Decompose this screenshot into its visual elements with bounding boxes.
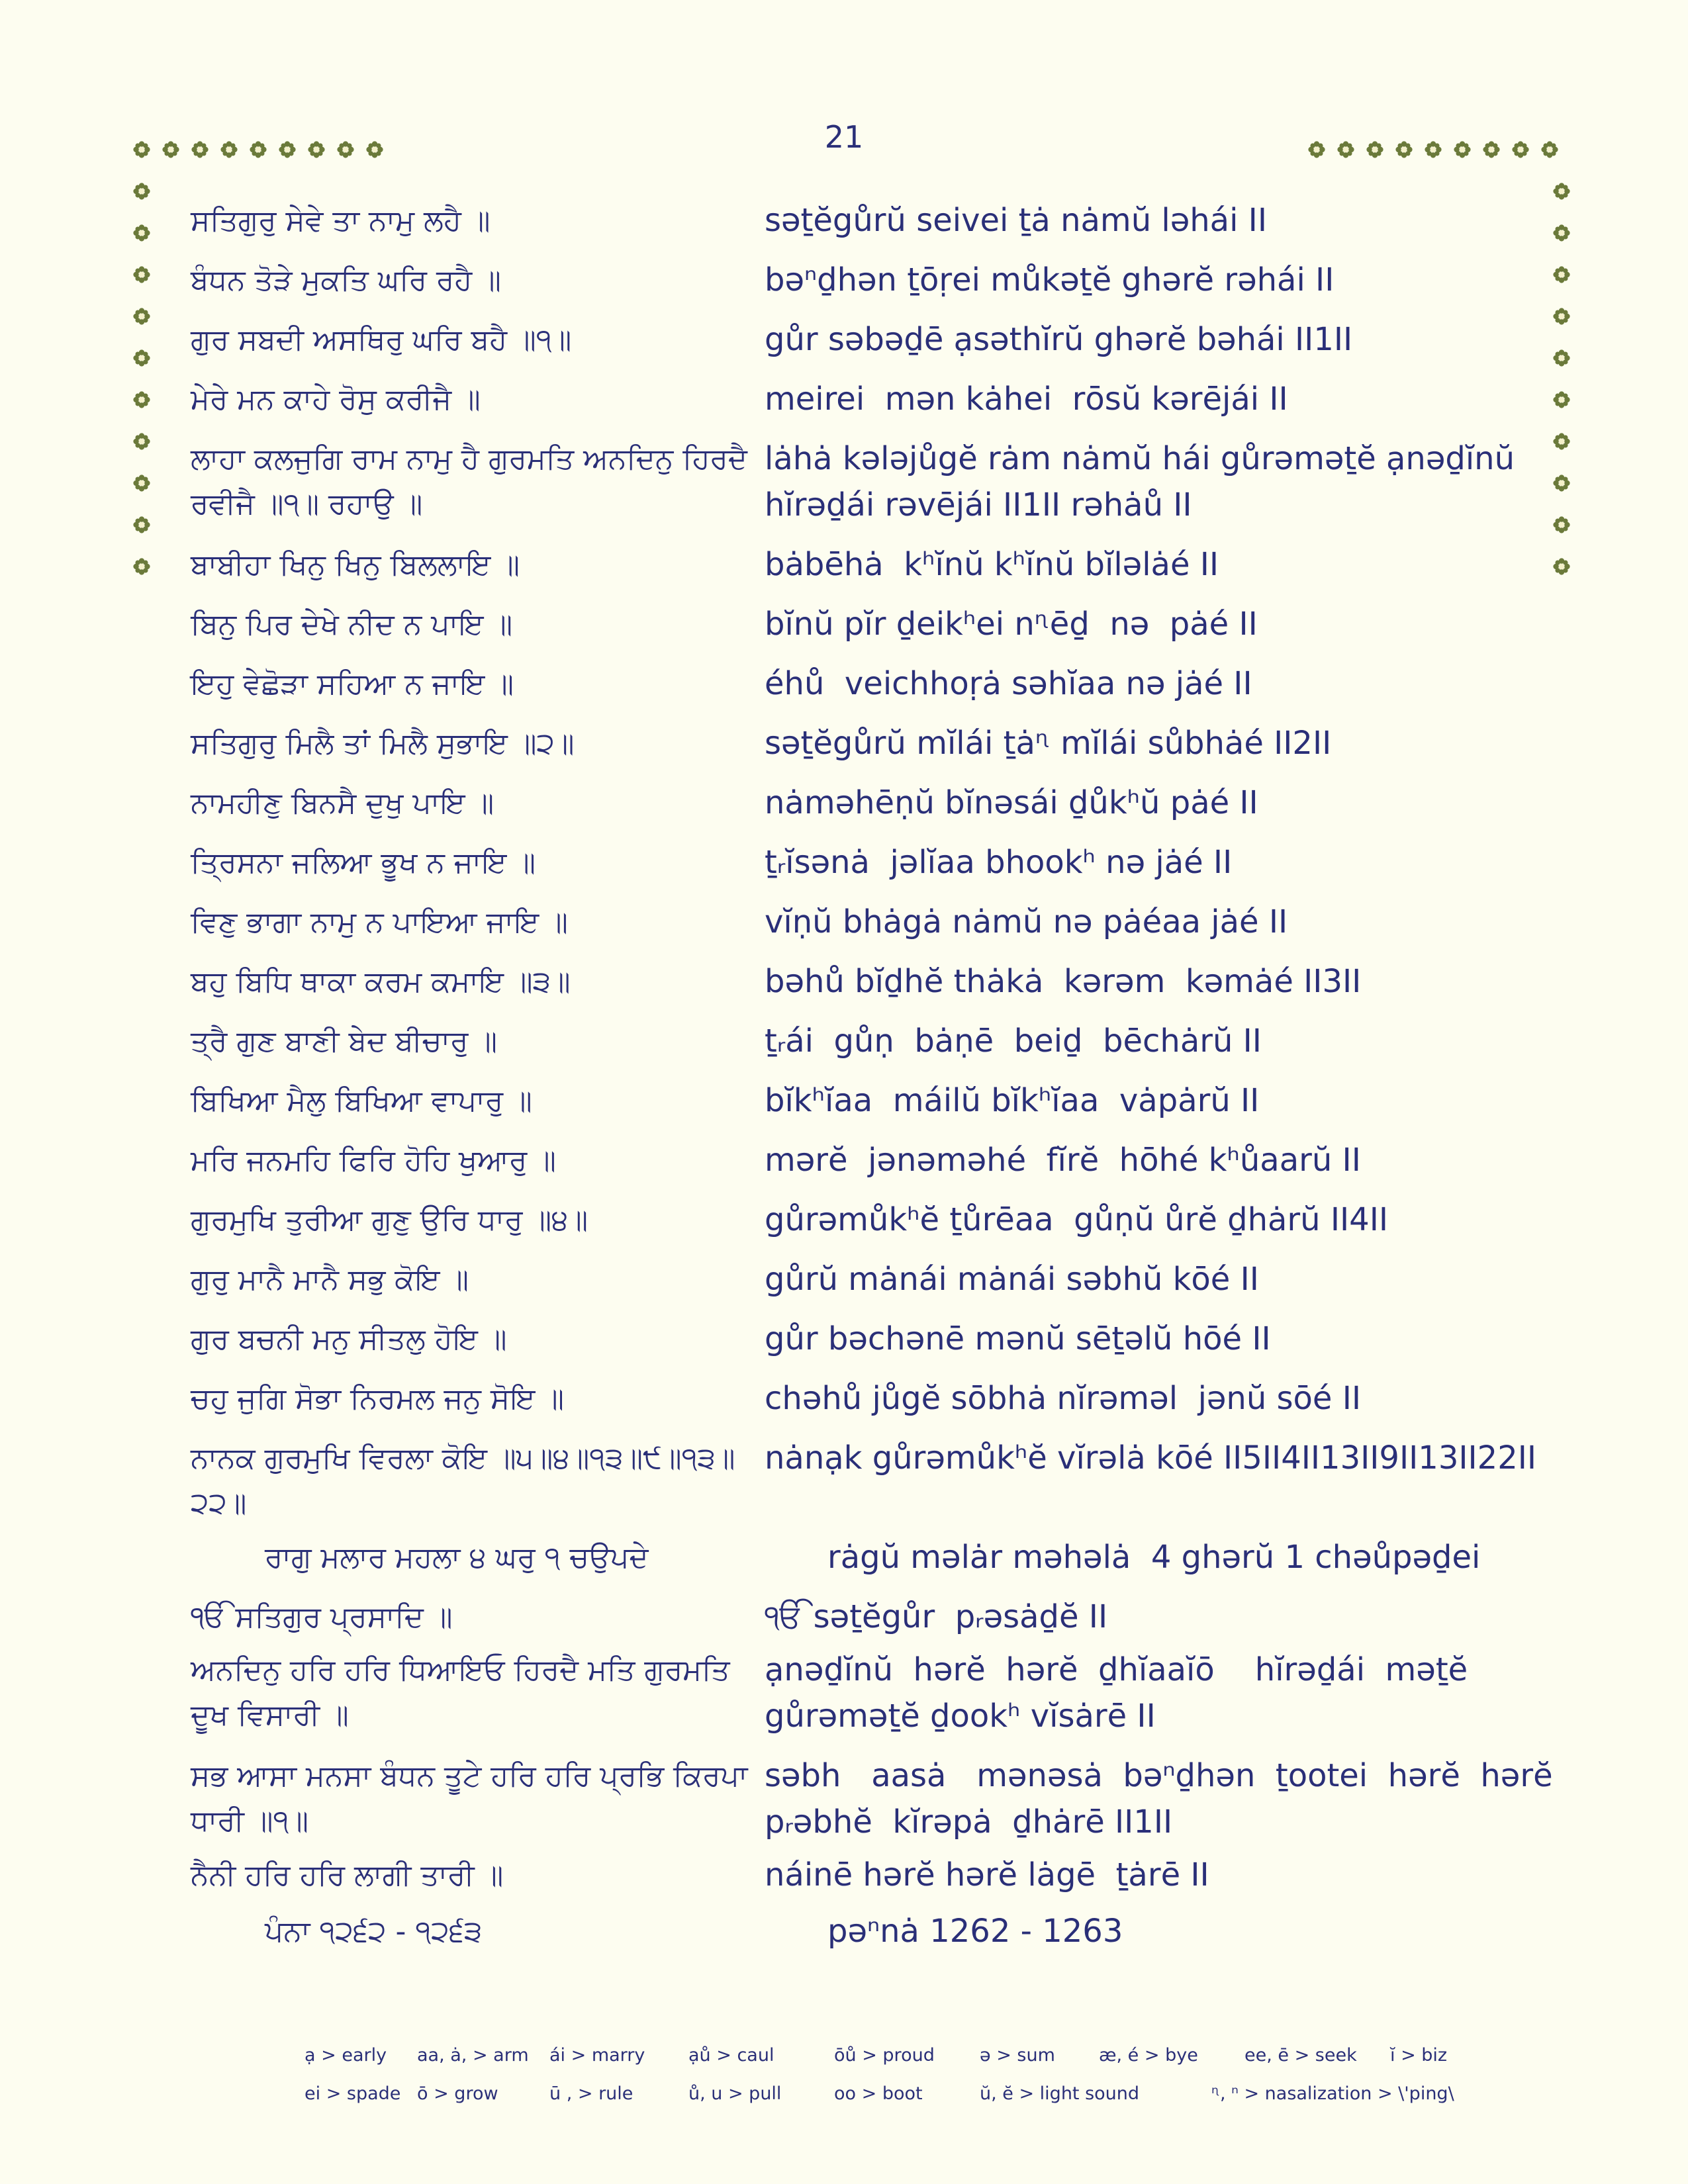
- gurmukhi-line: ਮਰਿ ਜਨਮਹਿ ਫਿਰਿ ਹੋਹਿ ਖੁਆਰੁ ॥: [191, 1144, 556, 1177]
- flower-icon: [1482, 140, 1501, 159]
- transliteration-line: mərĕ jənəməhé fĭrĕ hōhé kʰůaarŭ II: [765, 1142, 1361, 1179]
- transliteration-line: səṯĕgůrŭ mĭlái ṯȧᶯ mĭlái sůbhȧé II2II: [765, 725, 1332, 762]
- gurmukhi-line: ਰਾਗੁ ਮਲਾਰ ਮਹਲਾ ੪ ਘਰੁ ੧ ਚਉਪਦੇ: [265, 1541, 649, 1574]
- flower-icon: [1552, 516, 1571, 534]
- flower-icon: [278, 140, 297, 159]
- legend-item: ạů > caul: [688, 2045, 774, 2066]
- flower-icon: [1307, 140, 1326, 159]
- gurmukhi-line: ਮੇਰੇ ਮਨ ਕਾਹੇ ਰੋਸੁ ਕਰੀਜੈ ॥: [191, 383, 481, 416]
- flower-icon: [1540, 140, 1559, 159]
- flower-icon: [132, 474, 151, 492]
- transliteration-line: gůr bəchənē mənŭ sēṯəlŭ hōé II: [765, 1320, 1271, 1357]
- legend-item: ei > spade: [305, 2083, 401, 2104]
- gurmukhi-line: ਗੁਰ ਬਚਨੀ ਮਨੁ ਸੀਤਲੁ ਹੋਇ ॥: [191, 1322, 507, 1356]
- flower-icon: [1424, 140, 1442, 159]
- legend-item: ō > grow: [417, 2083, 498, 2104]
- gurmukhi-line: ਪੰਨਾ ੧੨੬੨ - ੧੨੬੩: [265, 1915, 483, 1948]
- transliteration-line: vĭṇŭ bhȧgȧ nȧmŭ nə pȧéaa jȧé II: [765, 903, 1288, 940]
- transliteration-line: nȧnạk gůrəmůkʰĕ vĭrəlȧ kōé II5II4II13II9II13II22II: [765, 1439, 1537, 1477]
- gurmukhi-line: ਗੁਰਮੁਖਿ ਤੁਰੀਆ ਗੁਣੁ ਉਰਿ ਧਾਰੁ ॥੪॥: [191, 1203, 588, 1237]
- gurmukhi-line: ਬਹੁ ਬਿਧਿ ਥਾਕਾ ਕਰਮ ਕਮਾਇ ॥੩॥: [191, 965, 571, 999]
- flower-icon: [365, 140, 384, 159]
- transliteration-line: náinē hərĕ hərĕ lȧgē ṯȧrē II: [765, 1856, 1209, 1893]
- legend-item: ái > marry: [549, 2045, 645, 2066]
- gurmukhi-line: ਨੈਨੀ ਹਰਿ ਹਰਿ ਲਾਗੀ ਤਾਰੀ ॥: [191, 1858, 504, 1892]
- flower-icon: [1366, 140, 1384, 159]
- page-number: 21: [824, 119, 864, 155]
- legend-item: ạ > early: [305, 2045, 387, 2066]
- legend-item: ĭ > biz: [1390, 2045, 1448, 2066]
- transliteration-line: ṯᵣĭsənȧ jəlĭaa bhookʰ nə jȧé II: [765, 844, 1233, 881]
- transliteration-line: ṯᵣái gůṇ bȧṇē beiḏ bēchȧrŭ II: [765, 1023, 1262, 1060]
- transliteration-line: nȧməhēṇŭ bĭnəsái ḏůkʰŭ pȧé II: [765, 784, 1258, 821]
- flower-icon: [1552, 390, 1571, 409]
- gurmukhi-line: ਇਹੁ ਵੇਛੋੜਾ ਸਹਿਆ ਨ ਜਾਇ ॥: [191, 667, 514, 701]
- flower-icon: [132, 516, 151, 534]
- transliteration-line: rȧgŭ məlȧr məhəlȧ 4 ghərŭ 1 chəůpəḏei: [827, 1539, 1481, 1576]
- flower-icon: [336, 140, 355, 159]
- legend-item: ə > sum: [980, 2045, 1055, 2066]
- gurmukhi-line: ਸਤਿਗੁਰੁ ਮਿਲੈ ਤਾਂ ਮਿਲੈ ਸੁਭਾਇ ॥੨॥: [191, 727, 575, 760]
- flower-icon: [1453, 140, 1472, 159]
- transliteration-line: ạnəḏĭnŭ hərĕ hərĕ ḏhĭaaĭō hĭrəḏái məṯĕ gůrəməṯĕ ḏookʰ vĭsȧrē II: [765, 1651, 1468, 1735]
- legend-item: ů, u > pull: [688, 2083, 782, 2104]
- legend-item: ōů > proud: [834, 2045, 935, 2066]
- transliteration-line: bəⁿḏhən ṯōṛei můkəṯĕ ghərĕ rəhái II: [765, 261, 1335, 298]
- transliteration-line: gůrŭ mȧnái mȧnái səbhŭ kōé II: [765, 1261, 1259, 1298]
- gurmukhi-line: ਬਿਖਿਆ ਮੈਲੁ ਬਿਖਿਆ ਵਾਪਾਰੁ ॥: [191, 1084, 532, 1118]
- flower-icon: [132, 349, 151, 367]
- transliteration-line: bəhů bĭḏhĕ thȧkȧ kərəm kəmȧé II3II: [765, 963, 1362, 1000]
- legend-item: ee, ē > seek: [1244, 2045, 1357, 2066]
- transliteration-line: səṯĕgůrŭ seivei ṯȧ nȧmŭ ləhái II: [765, 202, 1267, 239]
- flower-icon: [132, 140, 151, 159]
- legend-item: ŭ, ĕ > light sound: [980, 2083, 1140, 2104]
- gurmukhi-line: ਸਤਿਗੁਰੁ ਸੇਵੇ ਤਾ ਨਾਮੁ ਲਹੈ ॥: [191, 204, 491, 238]
- flower-icon: [1552, 474, 1571, 492]
- flower-icon: [1552, 349, 1571, 367]
- flower-icon: [132, 265, 151, 284]
- gurmukhi-line: ਬਾਬੀਹਾ ਖਿਨੁ ਖਿਨੁ ਬਿਲਲਾਇ ॥: [191, 548, 520, 582]
- transliteration-line: gůrəmůkʰĕ ṯůrēaa gůṇŭ ůrĕ ḏhȧrŭ II4II: [765, 1201, 1388, 1238]
- flower-icon: [132, 390, 151, 409]
- gurmukhi-line: ਤ੍ਰੈ ਗੁਣ ਬਾਣੀ ਬੇਦ ਬੀਚਾਰੁ ॥: [191, 1024, 498, 1058]
- transliteration-line: chəhů jůgĕ sōbhȧ nĭrəməl jənŭ sōé II: [765, 1380, 1362, 1417]
- transliteration-line: éhů veichhoṛȧ səhĭaa nə jȧé II: [765, 665, 1252, 702]
- gurmukhi-line: ਚਹੁ ਜੁਗਿ ਸੋਭਾ ਨਿਰਮਲ ਜਨੁ ਸੋਇ ॥: [191, 1382, 565, 1416]
- flower-icon: [220, 140, 238, 159]
- transliteration-line: bĭkʰĭaa máilŭ bĭkʰĭaa vȧpȧrŭ II: [765, 1082, 1260, 1119]
- gurmukhi-line: ਨਾਮਹੀਣੁ ਬਿਨਸੈ ਦੁਖੁ ਪਾਇ ॥: [191, 786, 494, 820]
- flower-icon: [1511, 140, 1530, 159]
- legend-item: ū , > rule: [549, 2083, 633, 2104]
- transliteration-line: səbh aasȧ mənəsȧ bəⁿḏhən ṯootei hərĕ hərĕ pᵣəbhĕ kĭrəpȧ ḏhȧrē II1II: [765, 1757, 1553, 1841]
- transliteration-line: bȧbēhȧ kʰĭnŭ kʰĭnŭ bĭləlȧé II: [765, 546, 1219, 583]
- gurmukhi-line: ਬੰਧਨ ਤੋੜੇ ਮੁਕਤਿ ਘਰਿ ਰਹੈ ॥: [191, 263, 501, 297]
- gurmukhi-line: ਵਿਣੁ ਭਾਗਾ ਨਾਮੁ ਨ ਪਾਇਆ ਜਾਇ ॥: [191, 905, 568, 939]
- flower-icon: [1552, 432, 1571, 451]
- flower-icon: [1552, 265, 1571, 284]
- transliteration-line: lȧhȧ kələjůgĕ rȧm nȧmŭ hái gůrəməṯĕ ạnəḏĭnŭ hĭrəḏái rəvējái II1II rəhȧů II: [765, 440, 1515, 523]
- flower-icon: [307, 140, 326, 159]
- gurmukhi-line: ਤ੍ਰਿਸਨਾ ਜਲਿਆ ਭੂਖ ਨ ਜਾਇ ॥: [191, 846, 536, 880]
- flower-icon: [132, 224, 151, 242]
- flower-icon: [249, 140, 267, 159]
- transliteration-line: meirei mən kȧhei rōsŭ kərējái II: [765, 381, 1288, 418]
- transliteration-line: pəⁿnȧ 1262 - 1263: [827, 1913, 1123, 1950]
- flower-icon: [191, 140, 209, 159]
- transliteration-line: ੴ səṯĕgůr pᵣəsȧḏĕ II: [765, 1598, 1108, 1635]
- flower-icon: [1552, 307, 1571, 326]
- gurmukhi-line: ਬਿਨੁ ਪਿਰ ਦੇਖੇ ਨੀਦ ਨ ਪਾਇ ॥: [191, 608, 513, 641]
- legend-item: aa, ȧ, > arm: [417, 2045, 529, 2066]
- gurmukhi-line: ਗੁਰੁ ਮਾਨੈ ਮਾਨੈ ਸਭੁ ਕੋਇ ॥: [191, 1263, 469, 1297]
- flower-icon: [1336, 140, 1355, 159]
- transliteration-line: bĭnŭ pĭr ḏeikʰei nᶯēḏ nə pȧé II: [765, 606, 1258, 643]
- flower-icon: [1552, 224, 1571, 242]
- flower-icon: [162, 140, 180, 159]
- gurmukhi-line: ਅਨਦਿਨੁ ਹਰਿ ਹਰਿ ਧਿਆਇਓ ਹਿਰਦੈ ਮਤਿ ਗੁਰਮਤਿ ਦੂਖ ਵਿਸਾਰੀ ॥: [191, 1653, 730, 1732]
- flower-icon: [1395, 140, 1413, 159]
- flower-icon: [1552, 182, 1571, 201]
- transliteration-line: gůr səbəḏē ạsəthĭrŭ ghərĕ bəhái II1II: [765, 321, 1353, 358]
- flower-icon: [132, 557, 151, 576]
- flower-icon: [132, 432, 151, 451]
- legend-item: æ, é > bye: [1099, 2045, 1198, 2066]
- gurmukhi-line: ੴ ਸਤਿਗੁਰ ਪ੍ਰਸਾਦਿ ॥: [191, 1600, 453, 1634]
- flower-icon: [132, 307, 151, 326]
- gurmukhi-line: ਸਭ ਆਸਾ ਮਨਸਾ ਬੰਧਨ ਤੂਟੇ ਹਰਿ ਹਰਿ ਪ੍ਰਭਿ ਕਿਰਪਾ ਧਾਰੀ ॥੧॥: [191, 1759, 748, 1838]
- gurmukhi-line: ਗੁਰ ਸਬਦੀ ਅਸਥਿਰੁ ਘਰਿ ਬਹੈ ॥੧॥: [191, 323, 572, 357]
- legend-item: ᶯ, ⁿ > nasalization > \'ping\: [1211, 2083, 1454, 2104]
- gurmukhi-line: ਲਾਹਾ ਕਲਜੁਗਿ ਰਾਮ ਨਾਮੁ ਹੈ ਗੁਰਮਤਿ ਅਨਦਿਨੁ ਹਿਰਦੈ ਰਵੀਜੈ ॥੧॥ ਰਹਾਉ ॥: [191, 442, 747, 521]
- flower-icon: [1552, 557, 1571, 576]
- flower-icon: [132, 182, 151, 201]
- legend-item: oo > boot: [834, 2083, 923, 2104]
- gurmukhi-line: ਨਾਨਕ ਗੁਰਮੁਖਿ ਵਿਰਲਾ ਕੋਇ ॥੫॥੪॥੧੩॥੯॥੧੩॥੨੨॥: [191, 1441, 735, 1520]
